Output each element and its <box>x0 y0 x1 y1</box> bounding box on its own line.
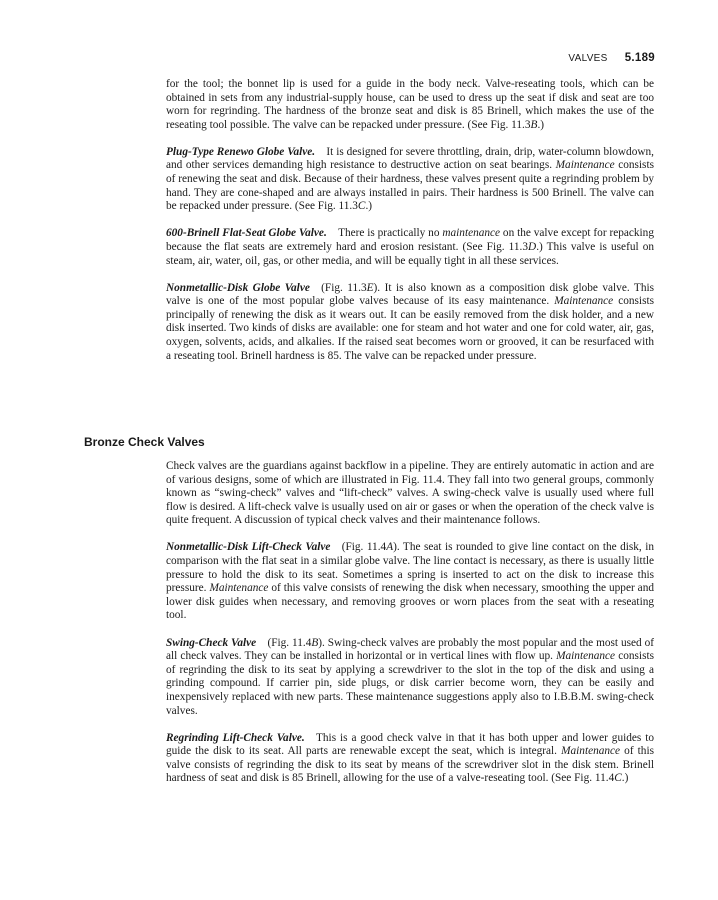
paragraph-text: (Fig. 11.3 <box>321 281 367 294</box>
paragraph-text: This is a good check valve in that it has both upper and lower guides to guide the disk to its seat. All parts are renewable except the seat, which is integral. <box>166 731 655 758</box>
italic-text: Maintenance <box>561 745 621 758</box>
page-number: 5.189 <box>624 52 655 64</box>
paragraph <box>166 282 654 364</box>
lower-body-text <box>166 460 654 799</box>
paragraph <box>166 78 654 132</box>
upper-body-text <box>166 78 654 377</box>
paragraph-text: (Fig. 11.4 <box>341 541 387 554</box>
paragraph-text: ). The seat is rounded to give line contact on the disk, in comparison with the flat seat in a similar globe valve. The line contact is necessary, as there is usually little pressure to hold the disk to its seat. Sometimes a spring is inserted to act on the disk to increase this pressure. <box>166 541 654 595</box>
paragraph <box>166 732 654 786</box>
italic-text: D <box>528 240 537 253</box>
paragraph-text: consists of renewing the seat and disk. Because of their hardness, these valves present quite a regrinding problem by hand. They are cone-shaped and are always installed in pairs. Their hardness is 500 Brinell. The valve can be repacked under pressure. (See Fig. 11.3 <box>166 159 654 213</box>
paragraph <box>166 146 654 214</box>
run-in-heading: Nonmetallic-Disk Globe Valve <box>166 281 310 294</box>
paragraph-text: .) <box>621 772 629 785</box>
italic-text: A <box>386 541 394 554</box>
paragraph-text: consists of regrinding the disk to its seat by applying a screwdriver to the slot in the top of the disk and using a grinding compound. If carrier pin, side plugs, or disk carrier become worn, they can be easily and inexpensively replaced with new parts. These maintenance suggestions apply also to I.B.B.M. swing-check valves. <box>166 650 654 717</box>
paragraph <box>166 227 654 268</box>
run-in-heading: 600-Brinell Flat-Seat Globe Valve. <box>166 227 327 240</box>
paragraph <box>166 541 654 623</box>
italic-text: Maintenance <box>554 295 614 308</box>
paragraph-text: There is practically no <box>338 227 443 240</box>
italic-text: Maintenance <box>209 582 269 595</box>
italic-text: Maintenance <box>555 159 615 172</box>
paragraph-text: consists principally of renewing the disk as it wears out. It can be easily removed from the disk holder, and a new disk inserted. Two kinds of disks are available: one for steam and hot water and one for cold water, air, gas, oxygen, solvents, acids, and alkalies. If the raised seat becomes worn or grooved, it can be resurfaced with a reseating tool. Brinell hardness is 85. The valve can be repacked under pressure. <box>166 295 654 362</box>
italic-text: E <box>366 281 374 294</box>
run-in-heading: Swing-Check Valve <box>166 636 257 649</box>
italic-text: Maintenance <box>556 650 616 663</box>
paragraph <box>166 460 654 528</box>
paragraph-text: on the valve except for repacking because the flat seats are extremely hard and erosion resistant. (See Fig. 11.3 <box>166 227 654 253</box>
paragraph-text: .) <box>537 118 545 131</box>
paragraph-text: It is designed for severe throttling, drain, drip, water-column blowdown, and other services demanding high resistance to destructive action on seat bearings. <box>166 145 654 172</box>
run-in-heading: Nonmetallic-Disk Lift-Check Valve <box>166 541 331 554</box>
section-heading: Bronze Check Valves <box>84 435 205 449</box>
italic-text: C <box>357 200 366 213</box>
italic-text: B <box>530 118 538 131</box>
paragraph-text: .) <box>365 200 373 213</box>
paragraph-text: (Fig. 11.4 <box>267 636 312 649</box>
paragraph-text: for the tool; the bonnet lip is used for a guide in the body neck. Valve-reseating tools, which can be obtained in sets from any industrial-supply house, can be used to dress up the seat if disk and seat are too worn for regrinding. The hardness of the bronze seat and disk is 85 Brinell, which makes the use of the reseating tool possible. The valve can be repacked under pressure. (See Fig. 11.3 <box>166 78 654 131</box>
paragraph-text: Check valves are the guardians against backflow in a pipeline. They are entirely automatic in action and are of various designs, some of which are illustrated in Fig. 11.4. They fall into two general groups, commonly known as “swing-check” valves and “lift-check” valves. A swing-check valve is usually used where full flow is desired. A lift-check valve is usually used on air or gases or when the operation of the check valve is quite frequent. A discussion of typical check valves and their maintenance follows. <box>166 460 654 527</box>
run-in-heading: Regrinding Lift-Check Valve. <box>166 731 305 744</box>
italic-text: B <box>311 636 319 649</box>
paragraph-text: of this valve consists of regrinding the disk to its seat by means of the screwdriver slot in the disk stem. Brinell hardness of seat and disk is 85 Brinell, allowing for the use of a valve-reseating tool. (See Fig. 11.4 <box>166 745 654 785</box>
paragraph-text: ). It is also known as a composition disk globe valve. This valve is one of the most popular globe valves because of its easy maintenance. <box>166 281 654 308</box>
run-in-heading: Plug-Type Renewo Globe Valve. <box>166 145 316 158</box>
paragraph-text: ). Swing-check valves are probably the most popular and the most used of all check valves. They can be installed in horizontal or in vertical lines with flow up. <box>166 636 654 663</box>
running-header <box>568 52 655 64</box>
italic-text: maintenance <box>442 227 501 240</box>
paragraph <box>166 637 654 719</box>
paragraph-text: .) This valve is useful on steam, air, water, oil, gas, or other media, and will be equally tight in all these services. <box>166 240 654 267</box>
paragraph-text: of this valve consists of renewing the disk when necessary, smoothing the upper and lower disk guides when necessary, and removing grooves or worn places from the seat with a reseating tool. <box>166 582 654 622</box>
italic-text: C <box>614 772 622 785</box>
running-header-section: VALVES <box>568 53 608 64</box>
